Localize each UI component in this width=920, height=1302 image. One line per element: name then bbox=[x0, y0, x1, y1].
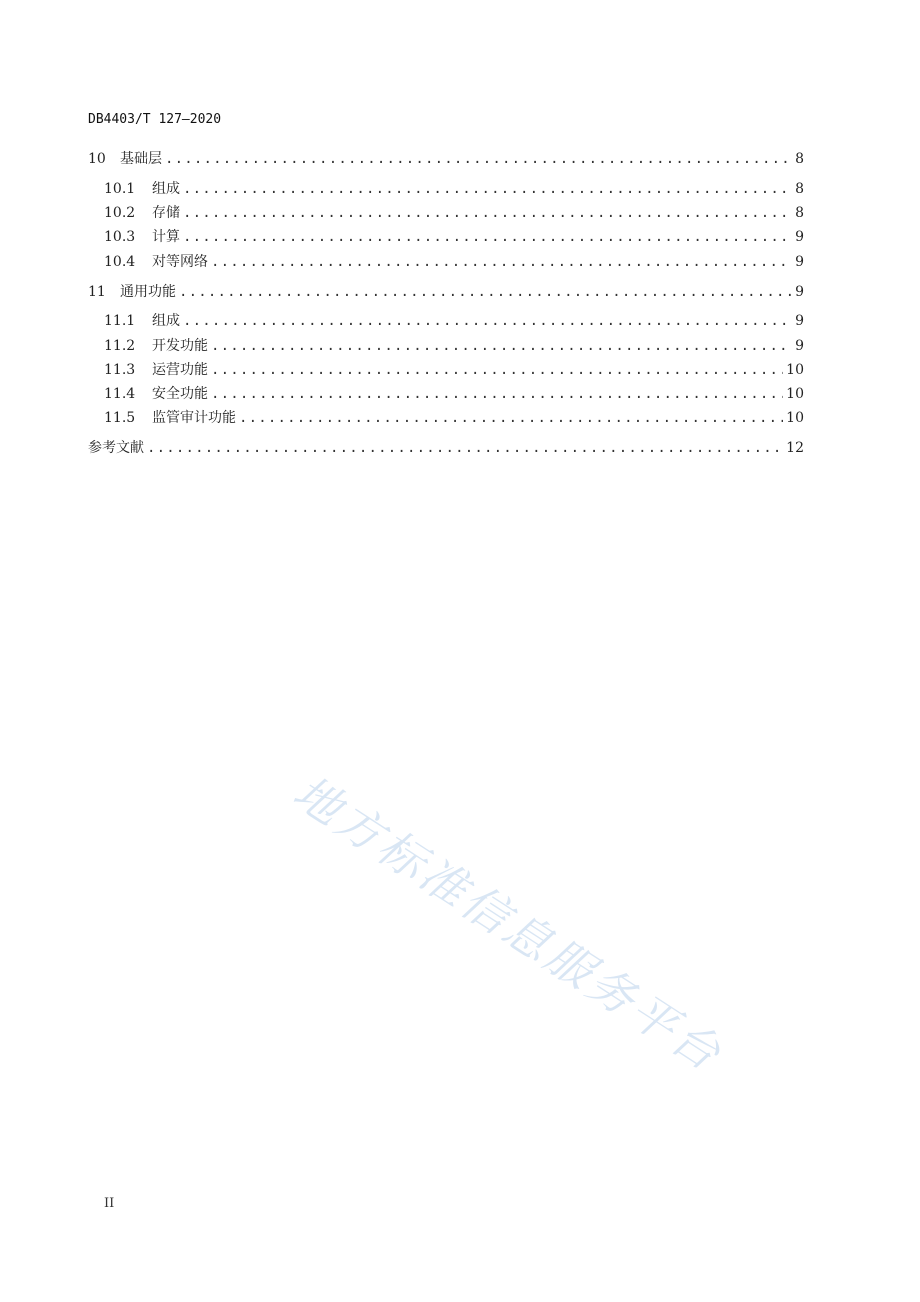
toc-entry-number: 11 bbox=[88, 284, 106, 300]
toc-leader bbox=[211, 383, 783, 405]
watermark: 地方标准信息服务平台 bbox=[283, 764, 733, 1083]
toc-entry[interactable] bbox=[104, 310, 804, 332]
toc-entry-page: 8 bbox=[795, 181, 804, 197]
toc-entry-references[interactable] bbox=[88, 437, 804, 459]
toc-entry-page: 12 bbox=[786, 440, 804, 456]
toc-entry[interactable] bbox=[104, 407, 804, 429]
toc-entry[interactable] bbox=[104, 251, 804, 273]
toc-entry-title: 计算 bbox=[152, 229, 180, 245]
toc-leader bbox=[211, 251, 792, 273]
toc-leader bbox=[183, 178, 792, 200]
toc-entry[interactable] bbox=[104, 226, 804, 248]
toc-entry[interactable] bbox=[104, 359, 804, 381]
toc-entry[interactable] bbox=[104, 383, 804, 405]
toc-leader bbox=[183, 226, 792, 248]
toc-entry-page: 9 bbox=[795, 229, 804, 245]
toc-leader bbox=[211, 359, 783, 381]
toc-leader bbox=[183, 310, 792, 332]
toc-entry-title: 存储 bbox=[152, 205, 180, 221]
toc-entry-title: 组成 bbox=[152, 181, 180, 197]
toc-entry-number: 11.2 bbox=[104, 338, 136, 354]
toc-entry-title: 对等网络 bbox=[152, 254, 208, 270]
toc-leader bbox=[147, 437, 783, 459]
toc-entry-title: 开发功能 bbox=[152, 338, 208, 354]
toc-entry-page: 9 bbox=[795, 254, 804, 270]
toc-entry-title: 安全功能 bbox=[152, 386, 208, 402]
toc-leader bbox=[211, 335, 792, 357]
toc-entry[interactable] bbox=[88, 281, 804, 303]
toc-entry-number: 11.1 bbox=[104, 313, 136, 329]
document-code: DB4403/T 127—2020 bbox=[88, 112, 222, 127]
toc-leader bbox=[239, 407, 783, 429]
toc-entry-title: 运营功能 bbox=[152, 362, 208, 378]
toc-entry-number: 11.5 bbox=[104, 410, 136, 426]
page-number: II bbox=[104, 1196, 115, 1211]
toc-entry-page: 8 bbox=[795, 205, 804, 221]
toc-entry-number: 10.4 bbox=[104, 254, 136, 270]
toc-entry-title: 组成 bbox=[152, 313, 180, 329]
toc-entry-page: 9 bbox=[795, 338, 804, 354]
toc-entry-page: 8 bbox=[795, 151, 804, 167]
toc-entry-page: 10 bbox=[786, 410, 804, 426]
toc-entry[interactable] bbox=[88, 148, 804, 170]
toc-entry-page: 9 bbox=[795, 284, 804, 300]
toc-leader bbox=[179, 281, 792, 303]
toc-entry-page: 10 bbox=[786, 386, 804, 402]
toc-entry[interactable] bbox=[104, 178, 804, 200]
toc-leader bbox=[165, 148, 792, 170]
toc-leader bbox=[183, 202, 792, 224]
toc-entry-page: 9 bbox=[795, 313, 804, 329]
toc-entry-number: 11.4 bbox=[104, 386, 136, 402]
toc-entry-number: 10.1 bbox=[104, 181, 136, 197]
toc-entry-title: 通用功能 bbox=[120, 284, 176, 300]
toc-entry[interactable] bbox=[104, 202, 804, 224]
toc-entry-title: 基础层 bbox=[120, 151, 162, 167]
toc-entry-page: 10 bbox=[786, 362, 804, 378]
toc-entry-title: 监管审计功能 bbox=[152, 410, 236, 426]
toc-entry-number: 10.3 bbox=[104, 229, 136, 245]
toc-entry[interactable] bbox=[104, 335, 804, 357]
toc-entry-number: 10.2 bbox=[104, 205, 136, 221]
toc-entry-number: 10 bbox=[88, 151, 106, 167]
toc-entry-number: 11.3 bbox=[104, 362, 136, 378]
toc-entry-title: 参考文献 bbox=[88, 440, 144, 456]
